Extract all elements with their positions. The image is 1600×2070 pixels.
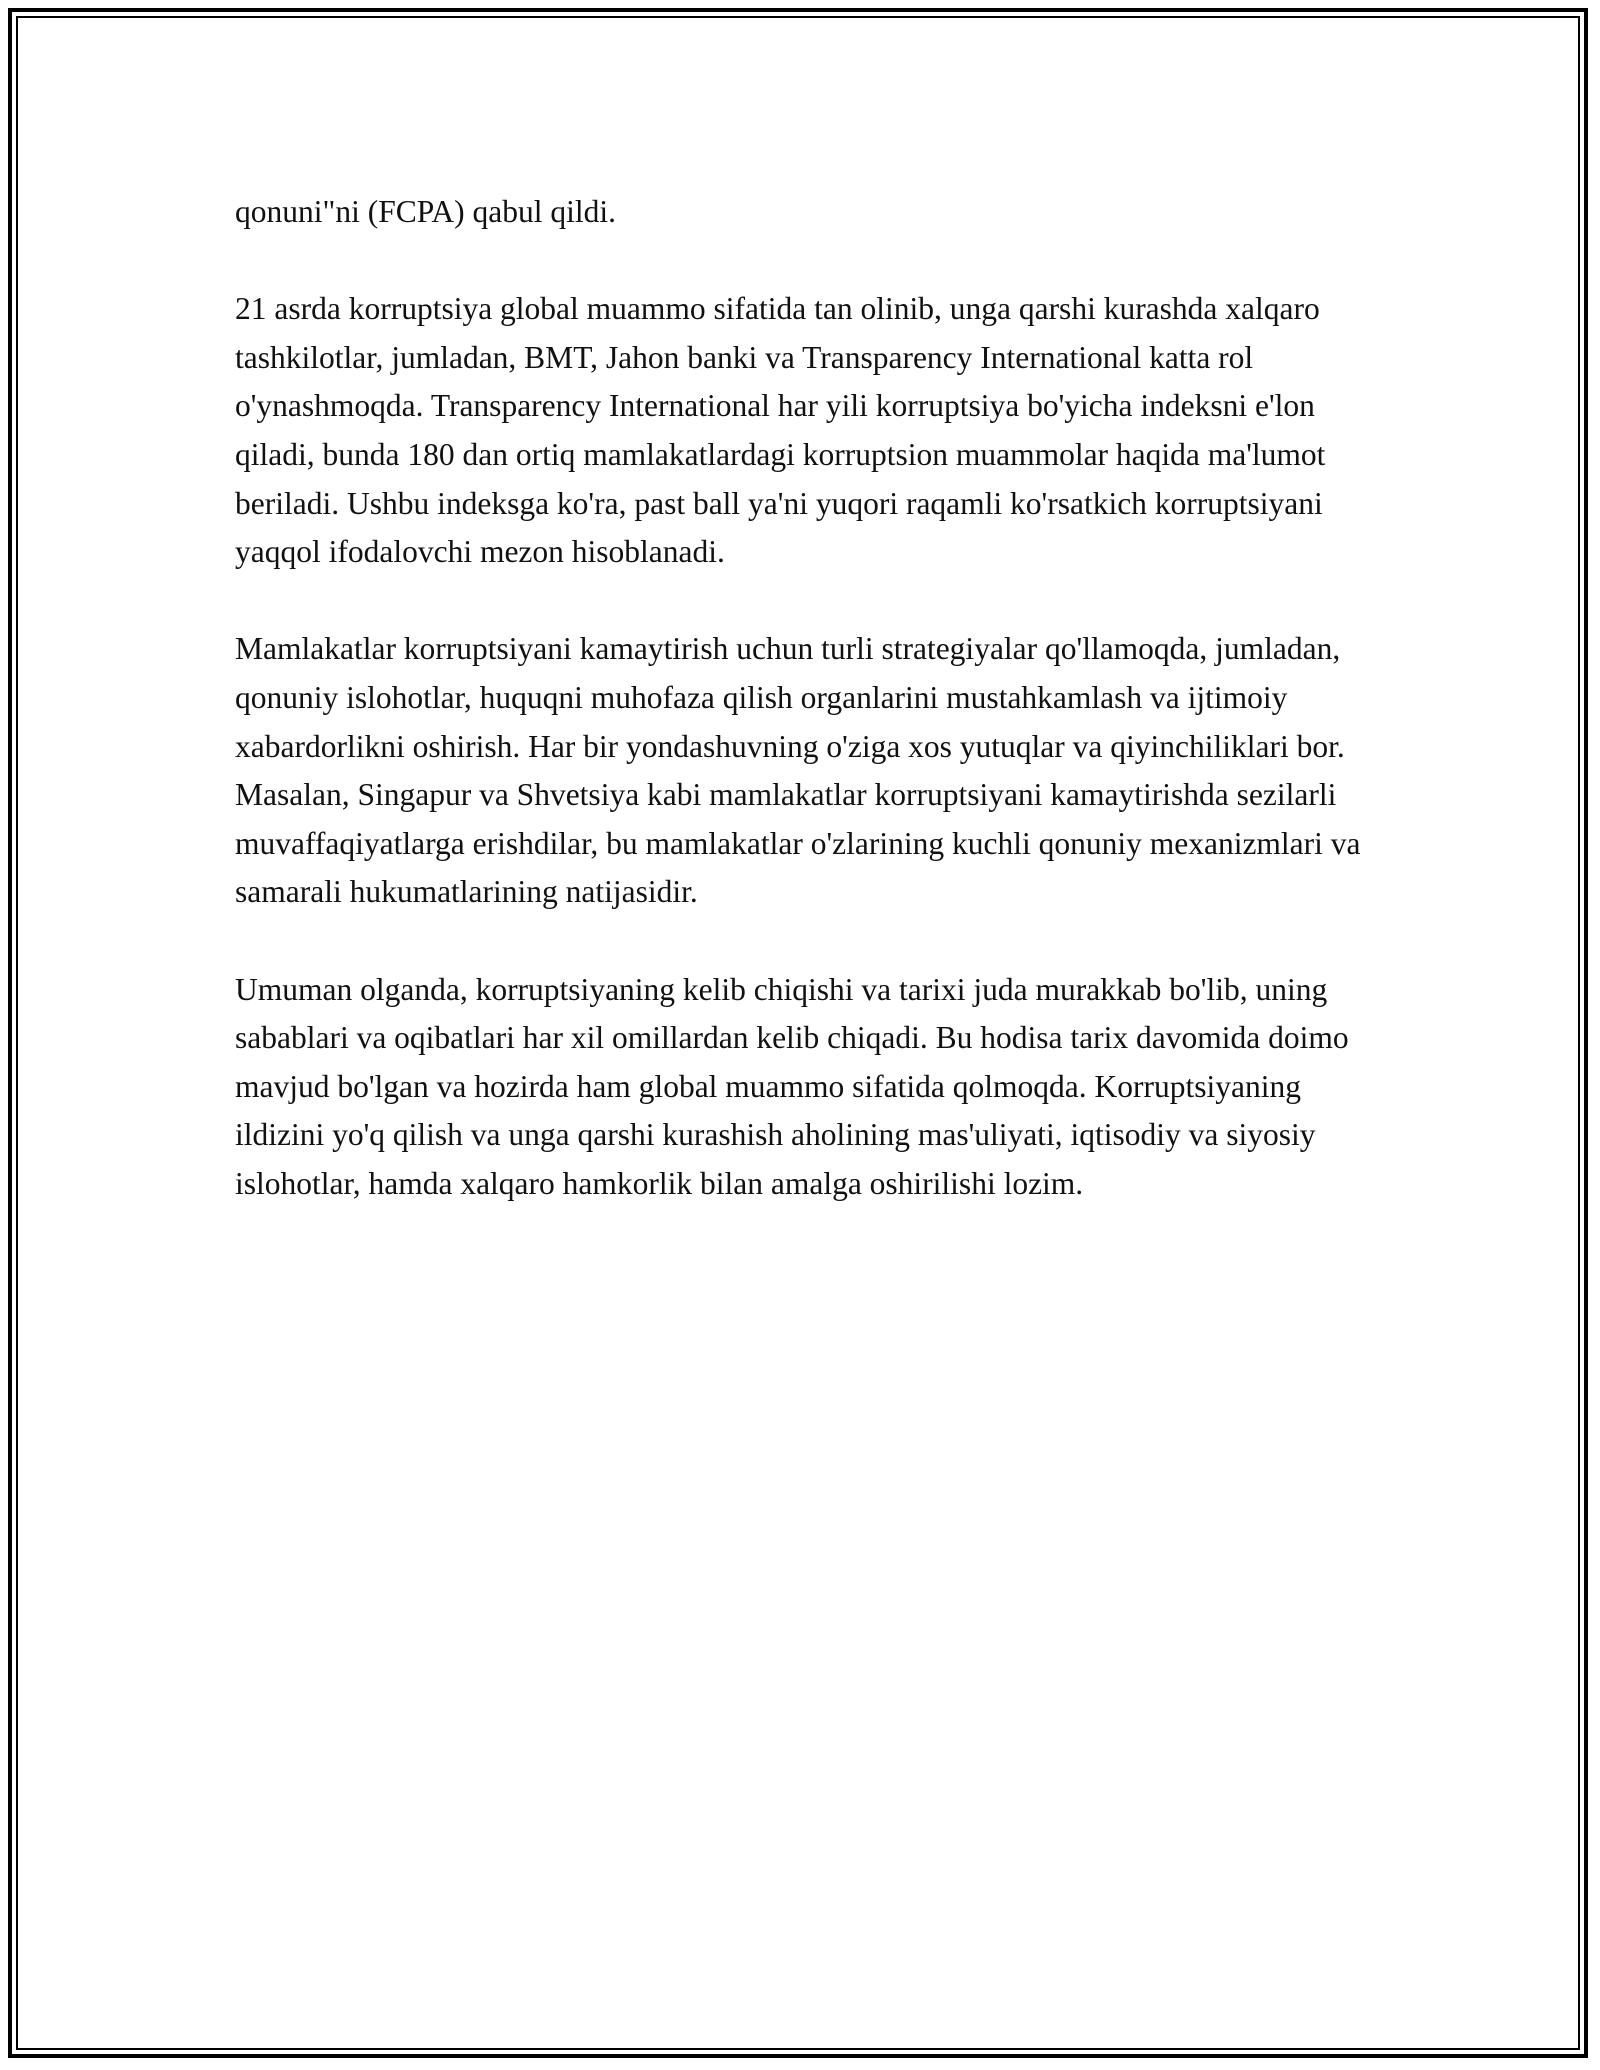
document-body [235, 188, 1375, 1257]
paragraph-strategies: Mamlakatlar korruptsiyani kamaytirish uchun turli strategiyalar qo'llamoqda, jumladan, qonuniy islohotlar, huquqni muhofaza qilish organlarini mustahkamlash va ijtimoiy xabardorlikni oshirish. Har bir yondashuvning o'ziga xos yutuqlar va qiyinchiliklari bor. Masalan, Singapur va Shvetsiya kabi mamlakatlar korruptsiyani kamaytirishda sezilarli muvaffaqiyatlarga erishdilar, bu mamlakatlar o'zlarining kuchli qonuniy mexanizmlari va samarali hukumatlarining natijasidir. [235, 631, 1361, 910]
paragraph-fcpa-continuation: qonuni"ni (FCPA) qabul qildi. [235, 194, 616, 229]
paragraph-conclusion: Umuman olganda, korruptsiyaning kelib chiqishi va tarixi juda murakkab bo'lib, uning sabablari va oqibatlari har xil omillardan kelib chiqadi. Bu hodisa tarix davomida doimo mavjud bo'lgan va hozirda ham global muammo sifatida qolmoqda. Korruptsiyaning ildizini yo'q qilish va unga qarshi kurashish aholining mas'uliyati, iqtisodiy va siyosiy islohotlar, hamda xalqaro hamkorlik bilan amalga oshirilishi lozim. [235, 971, 1349, 1201]
paragraph-global-problem: 21 asrda korruptsiya global muammo sifatida tan olinib, unga qarshi kurashda xalqaro tashkilotlar, jumladan, BMT, Jahon banki va Transparency International katta rol o'ynashmoqda. Transparency International har yili korruptsiya bo'yicha indeksni e'lon qiladi, bunda 180 dan ortiq mamlakatlardagi korruptsion muammolar haqida ma'lumot beriladi. Ushbu indeksga ko'ra, past ball ya'ni yuqori raqamli ko'rsatkich korruptsiyani yaqqol ifodalovchi mezon hisoblanadi. [235, 291, 1326, 570]
